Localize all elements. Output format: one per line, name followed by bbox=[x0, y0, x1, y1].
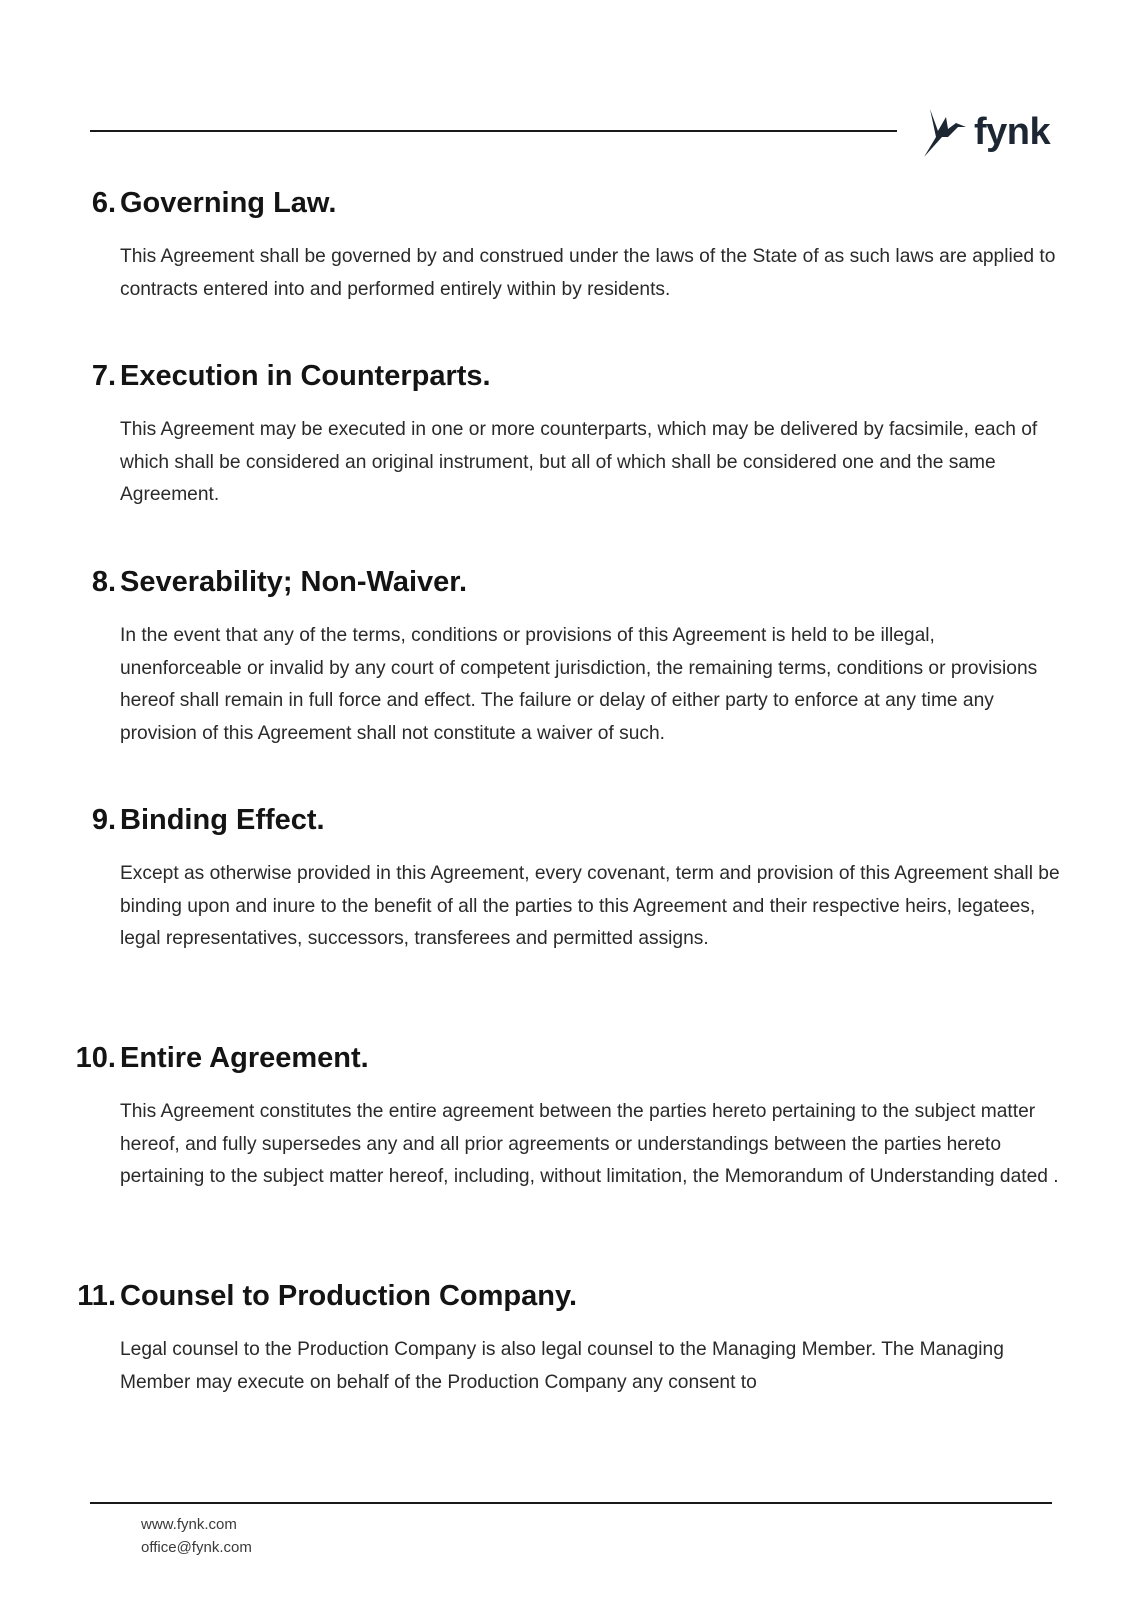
section-severability bbox=[0, 562, 1131, 744]
section-number: 8. bbox=[91, 566, 116, 598]
section-governing-law bbox=[0, 183, 1131, 300]
footer-divider bbox=[90, 1502, 1052, 1504]
section-title: Governing Law. bbox=[120, 187, 337, 219]
fynk-bird-icon bbox=[922, 107, 968, 157]
section-body: Except as otherwise provided in this Agreement, every covenant, term and provision of this Agreement shall be binding upon and inure to the benefit of all the parties to this Agreement and their respective heirs, legatees, legal representatives, successors, transferees and permitted assigns. bbox=[120, 863, 1060, 949]
section-heading bbox=[0, 1276, 1131, 1316]
section-heading bbox=[0, 1038, 1131, 1078]
logo-wordmark: fynk bbox=[974, 111, 1051, 153]
section-title: Execution in Counterparts. bbox=[120, 360, 491, 392]
section-counsel-to-production-company bbox=[0, 1276, 1131, 1393]
section-title: Entire Agreement. bbox=[120, 1042, 369, 1074]
header-divider bbox=[90, 130, 897, 132]
fynk-logo bbox=[922, 104, 1052, 160]
section-body: In the event that any of the terms, conditions or provisions of this Agreement is held to be illegal, unenforceable or invalid by any court of competent jurisdiction, the remaining terms, conditions or provisions hereof shall remain in full force and effect. The failure or delay of either party to enforce at any time any provision of this Agreement shall not constitute a waiver of such. bbox=[120, 625, 1038, 744]
section-number: 7. bbox=[91, 360, 116, 392]
section-number: 6. bbox=[91, 187, 116, 219]
footer-email-link[interactable]: office@fynk.com bbox=[141, 1539, 252, 1556]
section-number: 9. bbox=[91, 804, 116, 836]
section-number: 11. bbox=[77, 1280, 116, 1312]
section-body: This Agreement shall be governed by and construed under the laws of the State of as such laws are applied to contracts entered into and performed entirely within by residents. bbox=[120, 246, 1056, 300]
section-number: 10. bbox=[75, 1042, 116, 1074]
section-heading bbox=[0, 800, 1131, 840]
section-heading bbox=[0, 562, 1131, 602]
section-execution-in-counterparts bbox=[0, 356, 1131, 505]
section-title: Counsel to Production Company. bbox=[120, 1280, 578, 1312]
section-title: Binding Effect. bbox=[120, 804, 325, 836]
section-entire-agreement bbox=[0, 1038, 1131, 1187]
section-heading bbox=[0, 356, 1131, 396]
section-binding-effect bbox=[0, 800, 1131, 949]
section-title: Severability; Non-Waiver. bbox=[120, 566, 468, 598]
footer-website-link[interactable]: www.fynk.com bbox=[141, 1516, 237, 1533]
section-body: This Agreement constitutes the entire agreement between the parties hereto pertaining to the subject matter hereof, and fully supersedes any and all prior agreements or understandings between the parties hereto pertaining to the subject matter hereof, including, without limitation, the Memorandum of Understanding dated . bbox=[120, 1101, 1059, 1187]
section-body: Legal counsel to the Production Company is also legal counsel to the Managing Member. The Managing Member may execute on behalf of the Production Company any consent to bbox=[120, 1339, 1004, 1393]
section-body: This Agreement may be executed in one or more counterparts, which may be delivered by facsimile, each of which shall be considered an original instrument, but all of which shall be considered one and the same Agreement. bbox=[120, 419, 1038, 505]
section-heading bbox=[0, 183, 1131, 223]
